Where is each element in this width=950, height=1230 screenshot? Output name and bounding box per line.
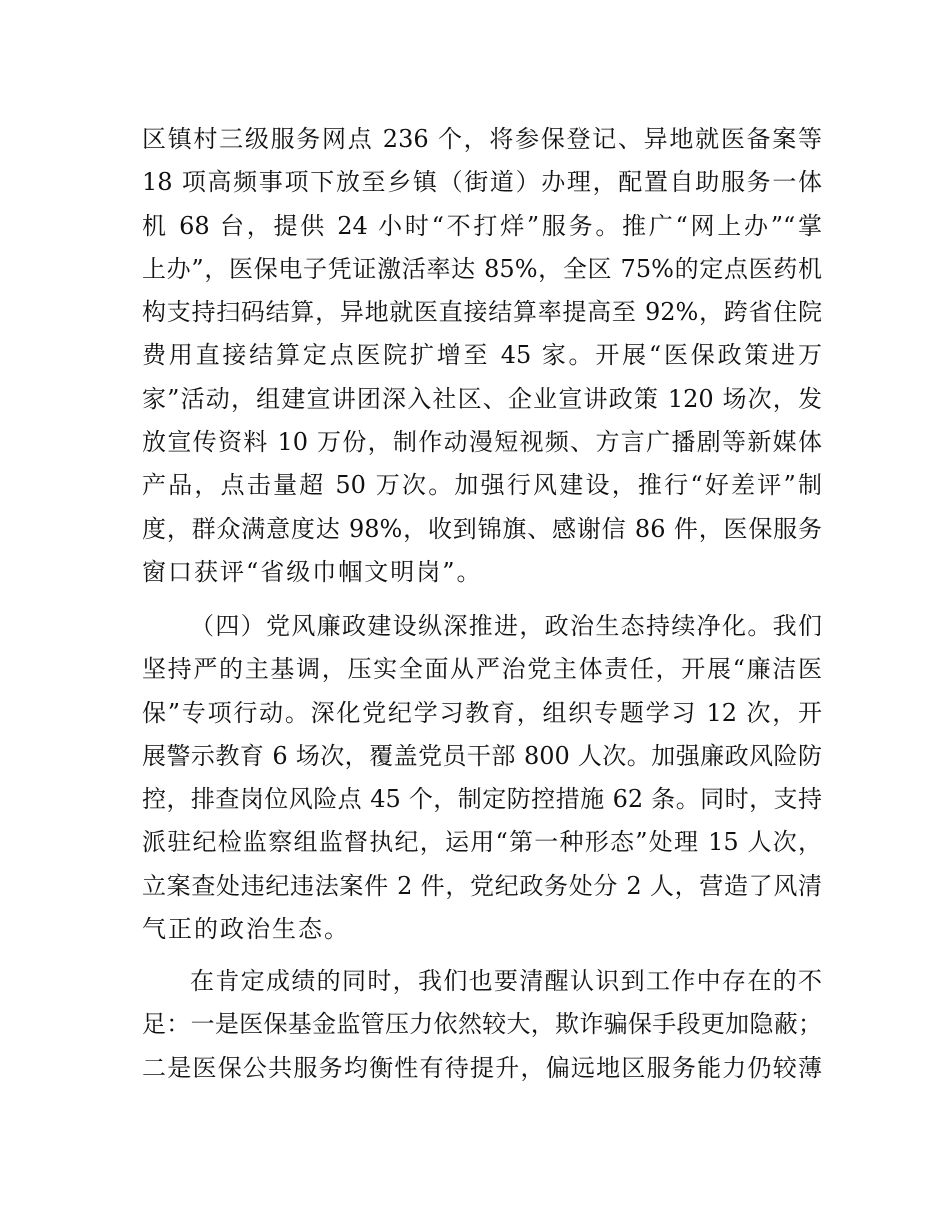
paragraph-line: 控，排查岗位风险点 45 个，制定防控措施 62 条。同时，支持 <box>142 785 822 814</box>
paragraph-line: 足：一是医保基金监管压力依然较大，欺诈骗保手段更加隐蔽； <box>142 1010 822 1039</box>
paragraph-line: 二是医保公共服务均衡性有待提升，偏远地区服务能力仍较薄 <box>142 1053 822 1082</box>
paragraph-line: （四）党风廉政建设纵深推进，政治生态持续净化。我们 <box>190 612 822 640</box>
paragraph-line: 坚持严的主基调，压实全面从严治党主体责任，开展“廉洁医 <box>142 655 822 684</box>
paragraph-line: 上办”，医保电子凭证激活率达 85%，全区 75%的定点医药机 <box>142 254 822 283</box>
paragraph-line: 产品，点击量超 50 万次。加强行风建设，推行“好差评”制 <box>142 471 822 500</box>
paragraph-line: 18 项高频事项下放至乡镇（街道）办理，配置自助服务一体 <box>142 168 822 197</box>
paragraph-shortcomings <box>142 960 822 1090</box>
paragraph-line: 派驻纪检监察组监督执纪，运用“第一种形态”处理 15 人次， <box>142 828 822 857</box>
paragraph-services <box>142 118 822 594</box>
paragraph-line: 度，群众满意度达 98%，收到锦旗、感谢信 86 件，医保服务 <box>142 514 822 543</box>
paragraph-line: 在肯定成绩的同时，我们也要清醒认识到工作中存在的不 <box>190 967 822 995</box>
paragraph-line: 立案查处违纪违法案件 2 件，党纪政务处分 2 人，营造了风清 <box>142 871 822 900</box>
paragraph-line: 保”专项行动。深化党纪学习教育，组织专题学习 12 次，开 <box>142 698 822 727</box>
paragraph-line: 家”活动，组建宣讲团深入社区、企业宣讲政策 120 场次，发 <box>142 384 822 413</box>
paragraph-line: 构支持扫码结算，异地就医直接结算率提高至 92%，跨省住院 <box>142 298 822 327</box>
paragraph-line: 机 68 台，提供 24 小时“不打烊”服务。推广“网上办”“掌 <box>142 211 822 240</box>
paragraph-line: 放宣传资料 10 万份，制作动漫短视频、方言广播剧等新媒体 <box>142 428 822 457</box>
paragraph-line: 展警示教育 6 场次，覆盖党员干部 800 人次。加强廉政风险防 <box>142 741 822 770</box>
paragraph-line: 窗口获评“省级巾帼文明岗”。 <box>142 557 483 586</box>
paragraph-line: 费用直接结算定点医院扩增至 45 家。开展“医保政策进万 <box>142 341 822 370</box>
paragraph-line: 气正的政治生态。 <box>142 915 350 944</box>
paragraph-line: 区镇村三级服务网点 236 个，将参保登记、异地就医备案等 <box>142 125 822 153</box>
paragraph-party-conduct <box>142 605 822 951</box>
